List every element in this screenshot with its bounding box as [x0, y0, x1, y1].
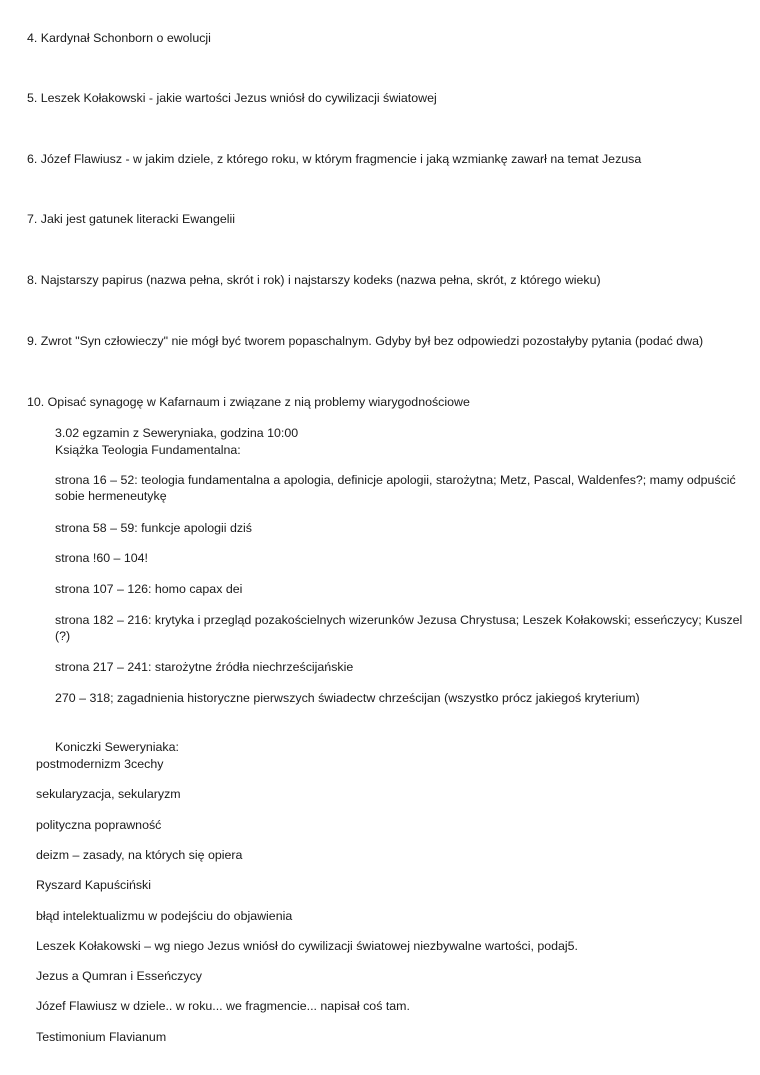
koniczki-item: Testimonium Flavianum [36, 1030, 167, 1044]
koniczki-item: Jezus a Qumran i Esseńczycy [36, 969, 202, 983]
question-10: 10. Opisać synagogę w Kafarnaum i związane z nią problemy wiarygodnościowe [27, 395, 470, 409]
question-9: 9. Zwrot "Syn człowieczy" nie mógł być tworem popaschalnym. Gdyby był bez odpowiedzi pozostałyby pytania (podać dwa) [27, 334, 704, 348]
page-range-item: strona 182 – 216: krytyka i przegląd pozakościelnych wizerunków Jezusa Chrystusa; Leszek Kołakowski; esseńczycy; Kuszel (?) [55, 613, 743, 643]
question-8: 8. Najstarszy papirus (nazwa pełna, skrót i rok) i najstarszy kodeks (nazwa pełna, skrót, z którego wieku) [27, 273, 601, 287]
page-range-item: strona !60 – 104! [55, 551, 148, 565]
page-range-item: 270 – 318; zagadnienia historyczne pierwszych świadectw chrześcijan (wszystko prócz jakiegoś kryterium) [55, 691, 640, 705]
koniczki-item: postmodernizm 3cechy [36, 757, 164, 771]
koniczki-item: sekularyzacja, sekularyzm [36, 787, 181, 801]
page-range-item: strona 16 – 52: teologia fundamentalna a apologia, definicje apologii, starożytna; Metz, Pascal, Waldenfes?; mamy odpuścić sobie hermeneutykę [55, 473, 736, 503]
koniczki-item: Józef Flawiusz w dziele.. w roku... we fragmencie... napisał coś tam. [36, 999, 410, 1013]
book-title-line: Książka Teologia Fundamentalna: [55, 443, 241, 457]
page-range-item: strona 58 – 59: funkcje apologii dziś [55, 521, 252, 535]
koniczki-item: polityczna poprawność [36, 818, 162, 832]
question-4: 4. Kardynał Schonborn o ewolucji [27, 31, 211, 45]
koniczki-item: błąd intelektualizmu w podejściu do objawienia [36, 909, 293, 923]
exam-date-line: 3.02 egzamin z Seweryniaka, godzina 10:00 [55, 426, 299, 440]
koniczki-item: deizm – zasady, na których się opiera [36, 848, 243, 862]
question-6: 6. Józef Flawiusz - w jakim dziele, z którego roku, w którym fragmencie i jaką wzmiankę zawarł na temat Jezusa [27, 152, 642, 166]
page-range-item: strona 107 – 126: homo capax dei [55, 582, 243, 596]
koniczki-item: Leszek Kołakowski – wg niego Jezus wniósł do cywilizacji światowej niezbywalne wartości, podaj5. [36, 939, 578, 953]
page-range-item: strona 217 – 241: starożytne źródła niechrześcijańskie [55, 660, 354, 674]
koniczki-heading: Koniczki Seweryniaka: [55, 740, 179, 754]
question-7: 7. Jaki jest gatunek literacki Ewangelii [27, 212, 235, 226]
question-5: 5. Leszek Kołakowski - jakie wartości Jezus wniósł do cywilizacji światowej [27, 91, 437, 105]
koniczki-item: Ryszard Kapuściński [36, 878, 152, 892]
